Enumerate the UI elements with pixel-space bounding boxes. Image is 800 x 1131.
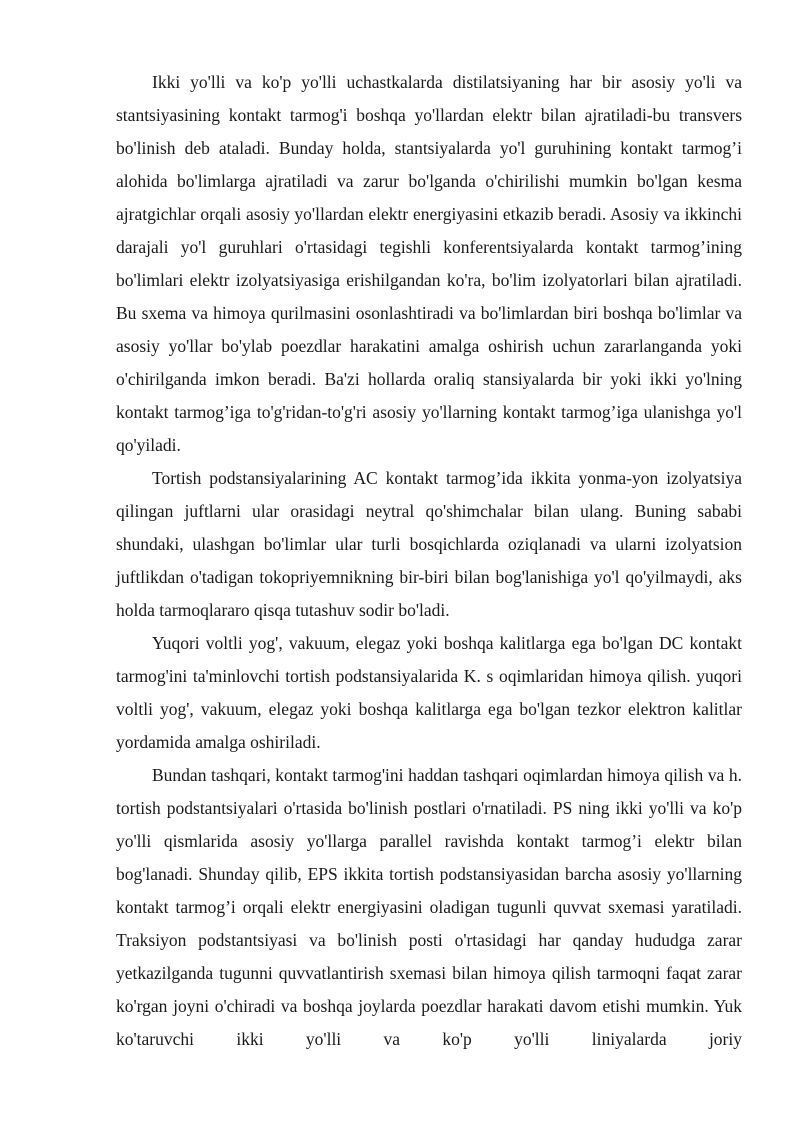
paragraph-transverse-sectioning: Ikki yo'lli va ko'p yo'lli uchastkalarda distilatsiyaning har bir asosiy yo'li va stantsiyasining kontakt tarmog'i boshqa yo'llardan elektr bilan ajratiladi-bu transvers bo'linish deb ataladi. Bunday holda, stantsiyalarda yo'l guruhining kontakt tarmog’i alohida bo'limlarga ajratiladi va zarur bo'lganda o'chirilishi mumkin bo'lgan kesma ajratgichlar orqali asosiy yo'llardan elektr energiyasini etkazib beradi. Asosiy va ikkinchi darajali yo'l guruhlari o'rtasidagi tegishli konferentsiyalarda kontakt tarmog’ining bo'limlari elektr izolyatsiyasiga erishilgandan ko'ra, bo'lim izolyatorlari bilan ajratiladi. Bu sxema va himoya qurilmasini osonlashtiradi va bo'limlardan biri boshqa bo'limlar va asosiy yo'llar bo'ylab poezdlar harakatini amalga oshirish uchun zararlanganda yoki o'chirilganda imkon beradi. Ba'zi hollarda oraliq stansiyalarda bir yoki ikki yo'lning kontakt tarmog’iga to'g'ridan-to'g'ri asosiy yo'llarning kontakt tarmog’iga ulanishga yo'l qo'yiladi.: [116, 72, 742, 455]
document-page: [116, 66, 742, 1056]
paragraph-dc-protection: Yuqori voltli yog', vakuum, elegaz yoki boshqa kalitlarga ega bo'lgan DC kontakt tarmog'ini ta'minlovchi tortish podstansiyalarida K. s oqimlaridan himoya qilish. yuqori voltli yog', vakuum, elegaz yoki boshqa kalitlarga ega bo'lgan tezkor elektron kalitlar yordamida amalga oshiriladi.: [116, 633, 742, 752]
paragraph-sectioning-posts: Bundan tashqari, kontakt tarmog'ini haddan tashqari oqimlardan himoya qilish va h. tortish podstantsiyalari o'rtasida bo'linish postlari o'rnatiladi. PS ning ikki yo'lli va ko'p yo'lli qismlarida asosiy yo'llarga parallel ravishda kontakt tarmog’i elektr bilan bog'lanadi. Shunday qilib, EPS ikkita tortish podstansiyasidan barcha asosiy yo'llarning kontakt tarmog’i orqali elektr energiyasini oladigan tugunli quvvat sxemasi yaratiladi. Traksiyon podstantsiyasi va bo'linish posti o'rtasidagi har qanday hududga zarar yetkazilganda tugunni quvvatlantirish sxemasi bilan himoya qilish tarmoqni faqat zarar ko'rgan joyni o'chiradi va boshqa joylarda poezdlar harakati davom etishi mumkin. Yuk ko'taruvchi ikki yo'lli va ko'p yo'lli liniyalarda joriy: [116, 765, 742, 1049]
paragraph-ac-contact-network: Tortish podstansiyalarining AC kontakt tarmog’ida ikkita yonma-yon izolyatsiya qilingan juftlarni ular orasidagi neytral qo'shimchalar bilan ulang. Buning sababi shundaki, ulashgan bo'limlar ular turli bosqichlarda oziqlanadi va ularni izolyatsion juftlikdan o'tadigan tokopriyemnikning bir-biri bilan bog'lanishiga yo'l qo'yilmaydi, aks holda tarmoqlararo qisqa tutashuv sodir bo'ladi.: [116, 468, 742, 620]
